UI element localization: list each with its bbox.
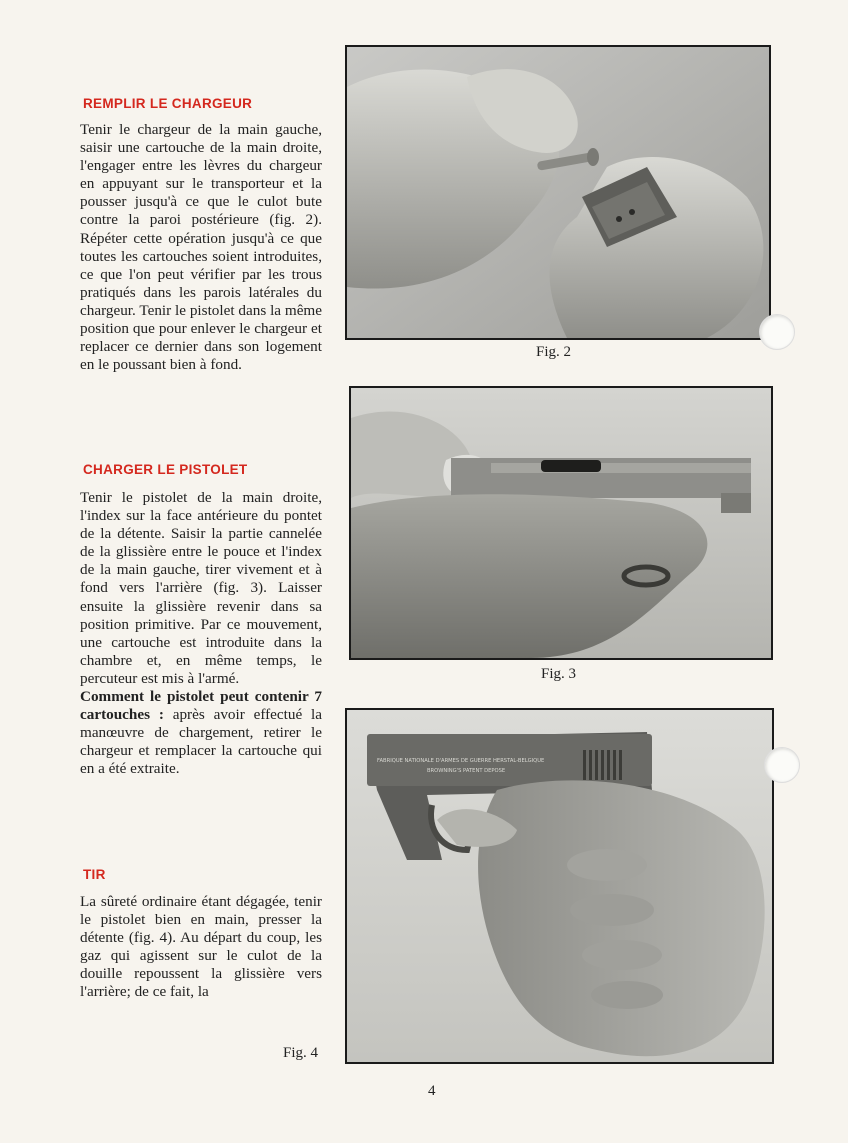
paragraph-charger-pistolet [80,489,322,779]
heading-charger-pistolet: CHARGER LE PISTOLET [83,462,248,477]
figure-3-illustration [351,388,771,658]
figure-2-photo [345,45,771,340]
bold-lead-7-cartouches: Comment le pistolet peut contenir 7 cartouches : [80,688,322,724]
caption-fig-2: Fig. 2 [536,344,572,360]
heading-remplir-chargeur: REMPLIR LE CHARGEUR [83,96,253,111]
paragraph-charger-text: Tenir le pistolet de la main droite, l'index sur la face antérieure du pontet de la détente. Saisir la partie cannelée de la glissière entre le pouce et l'index de la main gauche, tirer vivement et à fond vers l'arrière (fig. 3). Laisser ensuite la glissière revenir dans sa position primitive. Par ce mouvement, une cartouche est introduite dans la chambre et, en même temps, le percuteur est mis à l'armé. [80,489,322,687]
figure-4-photo [345,708,774,1064]
binder-hole-top [759,314,795,350]
figure-3-photo [349,386,773,660]
page-number: 4 [428,1083,436,1099]
figure-4-illustration [347,710,772,1062]
binder-hole-bottom [764,747,800,783]
pistol-inscription-line2: BROWNING'S PATENT DEPOSE [427,768,506,774]
figure-2-illustration [347,47,769,338]
pistol-inscription-line1: FABRIQUE NATIONALE D'ARMES DE GUERRE HERSTAL-BELGIQUE [377,758,545,764]
paragraph-7-cartouches-rest: après avoir effectué la manœuvre de chargement, retirer le chargeur et remplacer la cartouche qui en a été extraite. [80,706,322,778]
paragraph-tir: La sûreté ordinaire étant dégagée, tenir le pistolet bien en main, presser la détente (fig. 4). Au départ du coup, les gaz qui agissent sur le culot de la douille repoussent la glissière vers l'arrière; de ce fait, la [80,893,322,1001]
paragraph-remplir-chargeur: Tenir le chargeur de la main gauche, saisir une cartouche de la main droite, l'engager entre les lèvres du chargeur en appuyant sur le transporteur et la pousser jusqu'à ce que le culot bute contre la paroi postérieure (fig. 2). Répéter cette opération jusqu'à ce que toutes les cartouches soient introduites, ce que l'on peut vérifier par les trous pratiqués dans les parois latérales du chargeur. Tenir le pistolet dans la même position que pour enlever le chargeur et replacer ce dernier dans son logement en le poussant bien à fond. [80,121,322,374]
caption-fig-4: Fig. 4 [283,1045,319,1061]
heading-tir: TIR [83,867,106,882]
caption-fig-3: Fig. 3 [541,666,577,682]
